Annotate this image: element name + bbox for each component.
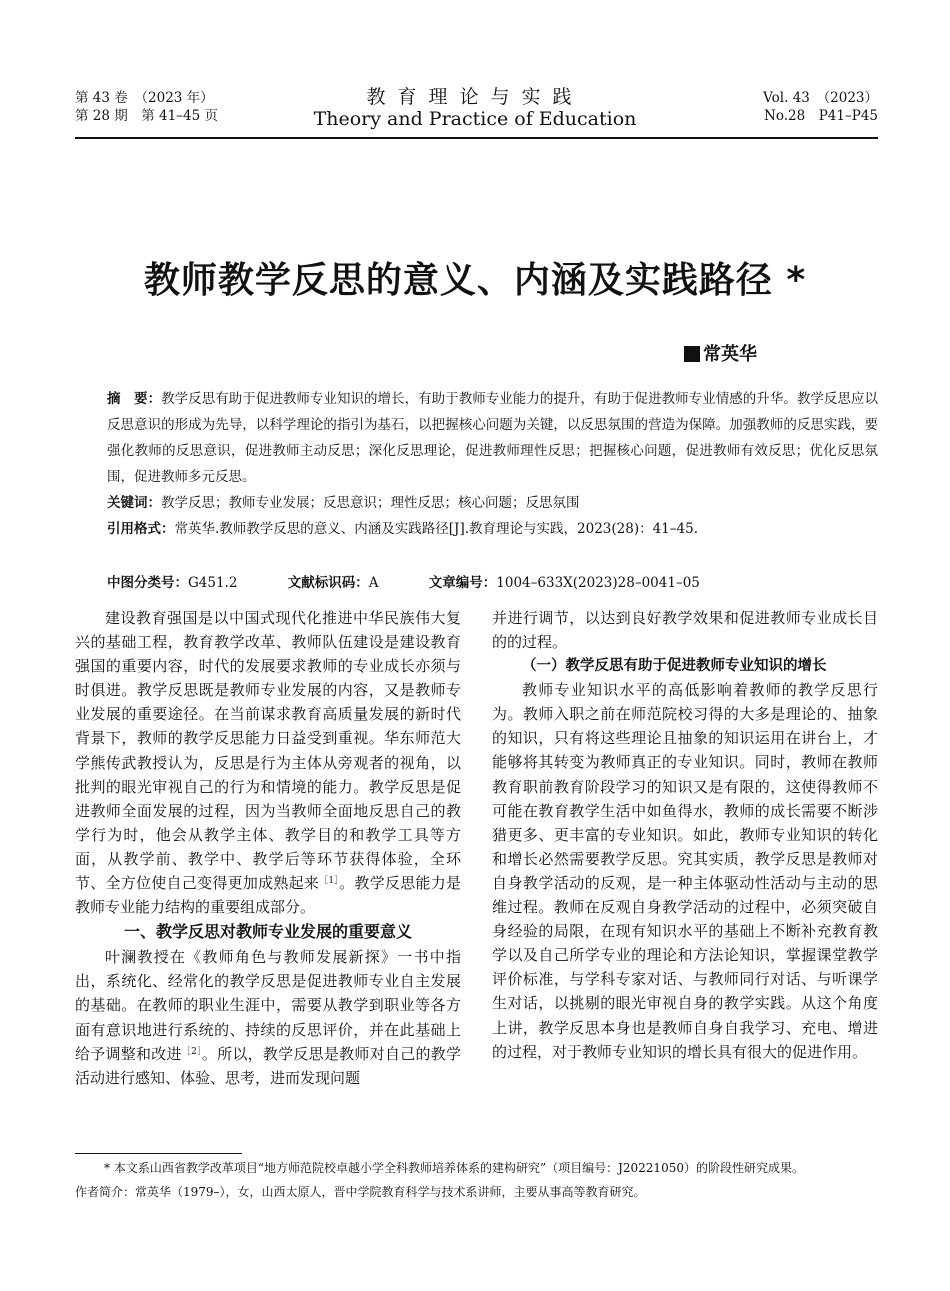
body-left-column xyxy=(75,606,461,1090)
article-no-label: 文章编号： xyxy=(428,575,497,591)
subsection1-paragraph: 教师专业知识水平的高低影响着教师的教学反思行为。教师入职之前在师范院校习得的大多是理论的、抽象的知识，只有将这些理论且抽象的知识运用在讲台上，才能够将其转变为教师真正的专业知识。同时，教师在教师教育职前教育阶段学习的知识又是有限的，这使得教师不可能在教育教学生活中如鱼得水，教师的成长需要不断涉猎更多、更丰富的专业知识。如此，教师专业知识的转化和增长必然需要教学反思。究其实质，教学反思是教师对自身教学活动的反观，是一种主体驱动性活动与主动的思维过程。教师在反观自身教学活动的过程中，必须突破自身经验的局限，在现有知识水平的基础上不断补充教育教学以及自己所学专业的理论和方法论知识，掌握课堂教学评价标准，与学科专家对话、与教师同行对话、与听课学生对话，以挑剔的眼光审视自身的教学实践。从这个角度上讲，教学反思本身也是教师自身自我学习、充电、增进的过程，对于教师专业知识的增长具有很大的促进作用。 xyxy=(492,681,878,1061)
doc-code-value: A xyxy=(368,575,379,591)
keywords xyxy=(75,490,878,516)
doc-code-label: 文献标识码： xyxy=(287,575,369,591)
author-square-marker xyxy=(684,346,700,362)
header-volume-year: 第 43 卷 （2023 年） xyxy=(75,90,214,106)
author-name: 常英华 xyxy=(703,344,757,365)
section1-text-end: 。所以，教学反思是教师对自己的教学活动进行感知、体验、思考，进而发现问题 xyxy=(75,1044,461,1087)
header-no-en: No.28 P41–P45 xyxy=(764,108,878,124)
reference-1: ［1］ xyxy=(319,876,340,887)
body-right-column xyxy=(492,606,878,1064)
citation-label: 引用格式： xyxy=(107,521,175,537)
section-heading-1: 一、教学反思对教师专业发展的重要意义 xyxy=(123,922,412,942)
header-rule xyxy=(75,137,878,139)
abstract xyxy=(75,386,878,490)
section1-paragraph xyxy=(75,945,461,1090)
journal-name-cn: 教育理论与实践 xyxy=(366,86,584,108)
section1-text: 叶澜教授在《教师角色与教师发展新探》一书中指出，系统化、经常化的教学反思是促进教师专业自主发展的基础。在教师的职业生涯中，需要从教学到职业等各方面有意识地进行系统的、持续的反思评价，并在此基础上给予调整和改进 xyxy=(75,948,461,1063)
clc-value: G451.2 xyxy=(188,575,238,591)
abstract-block xyxy=(75,386,878,542)
classification-line xyxy=(107,571,700,591)
continued-paragraph: 并进行调节，以达到良好教学效果和促进教师专业成长目的的过程。 xyxy=(492,609,878,652)
keywords-text: 教学反思；教师专业发展；反思意识；理性反思；核心问题；反思氛围 xyxy=(161,495,580,511)
intro-text-end: 。教学反思能力是教师专业能力结构的重要组成部分。 xyxy=(75,874,461,917)
footnote-rule xyxy=(75,1153,242,1154)
journal-name-en: Theory and Practice of Education xyxy=(313,108,637,130)
article-title: 教师教学反思的意义、内涵及实践路径 * xyxy=(143,260,807,301)
footnote-funding: * 本文系山西省教学改革项目“地方师范院校卓越小学全科教师培养体系的建构研究”（项目编号：J20221050）的阶段性研究成果。 xyxy=(104,1161,804,1175)
reference-2: ［2］ xyxy=(181,1046,202,1057)
citation-text: 常英华.教师教学反思的意义、内涵及实践路径[J].教育理论与实践，2023(28)：41–45. xyxy=(174,521,698,537)
keywords-label: 关键词： xyxy=(107,495,161,511)
author-name-block xyxy=(684,340,757,366)
footnote-author-bio: 作者简介：常英华（1979–），女，山西太原人，晋中学院教育科学与技术系讲师，主要从事高等教育研究。 xyxy=(75,1185,646,1199)
intro-paragraph xyxy=(75,606,461,919)
intro-text: 建设教育强国是以中国式现代化推进中华民族伟大复兴的基础工程，教育教学改革、教师队伍建设是建设教育强国的重要内容，时代的发展要求教师的专业成长亦须与时俱进。教学反思既是教师专业发展的内容，又是教师专业发展的重要途径。在当前谋求教育高质量发展的新时代背景下，教师的教学反思能力日益受到重视。华东师范大学熊传武教授认为，反思是行为主体从旁观者的视角，以批判的眼光审视自己的行为和情境的能力。教学反思是促进教师全面发展的过程，因为当教师全面地反思自己的教学行为时，他会从教学主体、教学目的和教学工具等方面，从教学前、教学中、教学后等环节获得体验，全环节、全方位使自己变得更加成熟起来 xyxy=(75,609,461,893)
article-no-value: 1004–633X(2023)28–0041–05 xyxy=(496,575,700,591)
clc-label: 中图分类号： xyxy=(107,575,188,591)
abstract-text: 教学反思有助于促进教师专业知识的增长，有助于教师专业能力的提升，有助于促进教师专业情感的升华。教学反思应以反思意识的形成为先导，以科学理论的指引为基石，以把握核心问题为关键，以反思氛围的营造为保障。加强教师的反思实践，要强化教师的反思意识，促进教师主动反思；深化反思理论，促进教师理性反思；把握核心问题，促进教师有效反思；优化反思氛围，促进教师多元反思。 xyxy=(107,391,879,485)
header-issue-pages: 第 28 期 第 41–45 页 xyxy=(75,108,218,124)
subsection-heading-1: （一）教学反思有助于促进教师专业知识的增长 xyxy=(522,658,827,675)
header-vol-en: Vol. 43 （2023） xyxy=(763,90,878,106)
citation xyxy=(75,516,878,542)
abstract-label: 摘 要： xyxy=(107,391,162,407)
